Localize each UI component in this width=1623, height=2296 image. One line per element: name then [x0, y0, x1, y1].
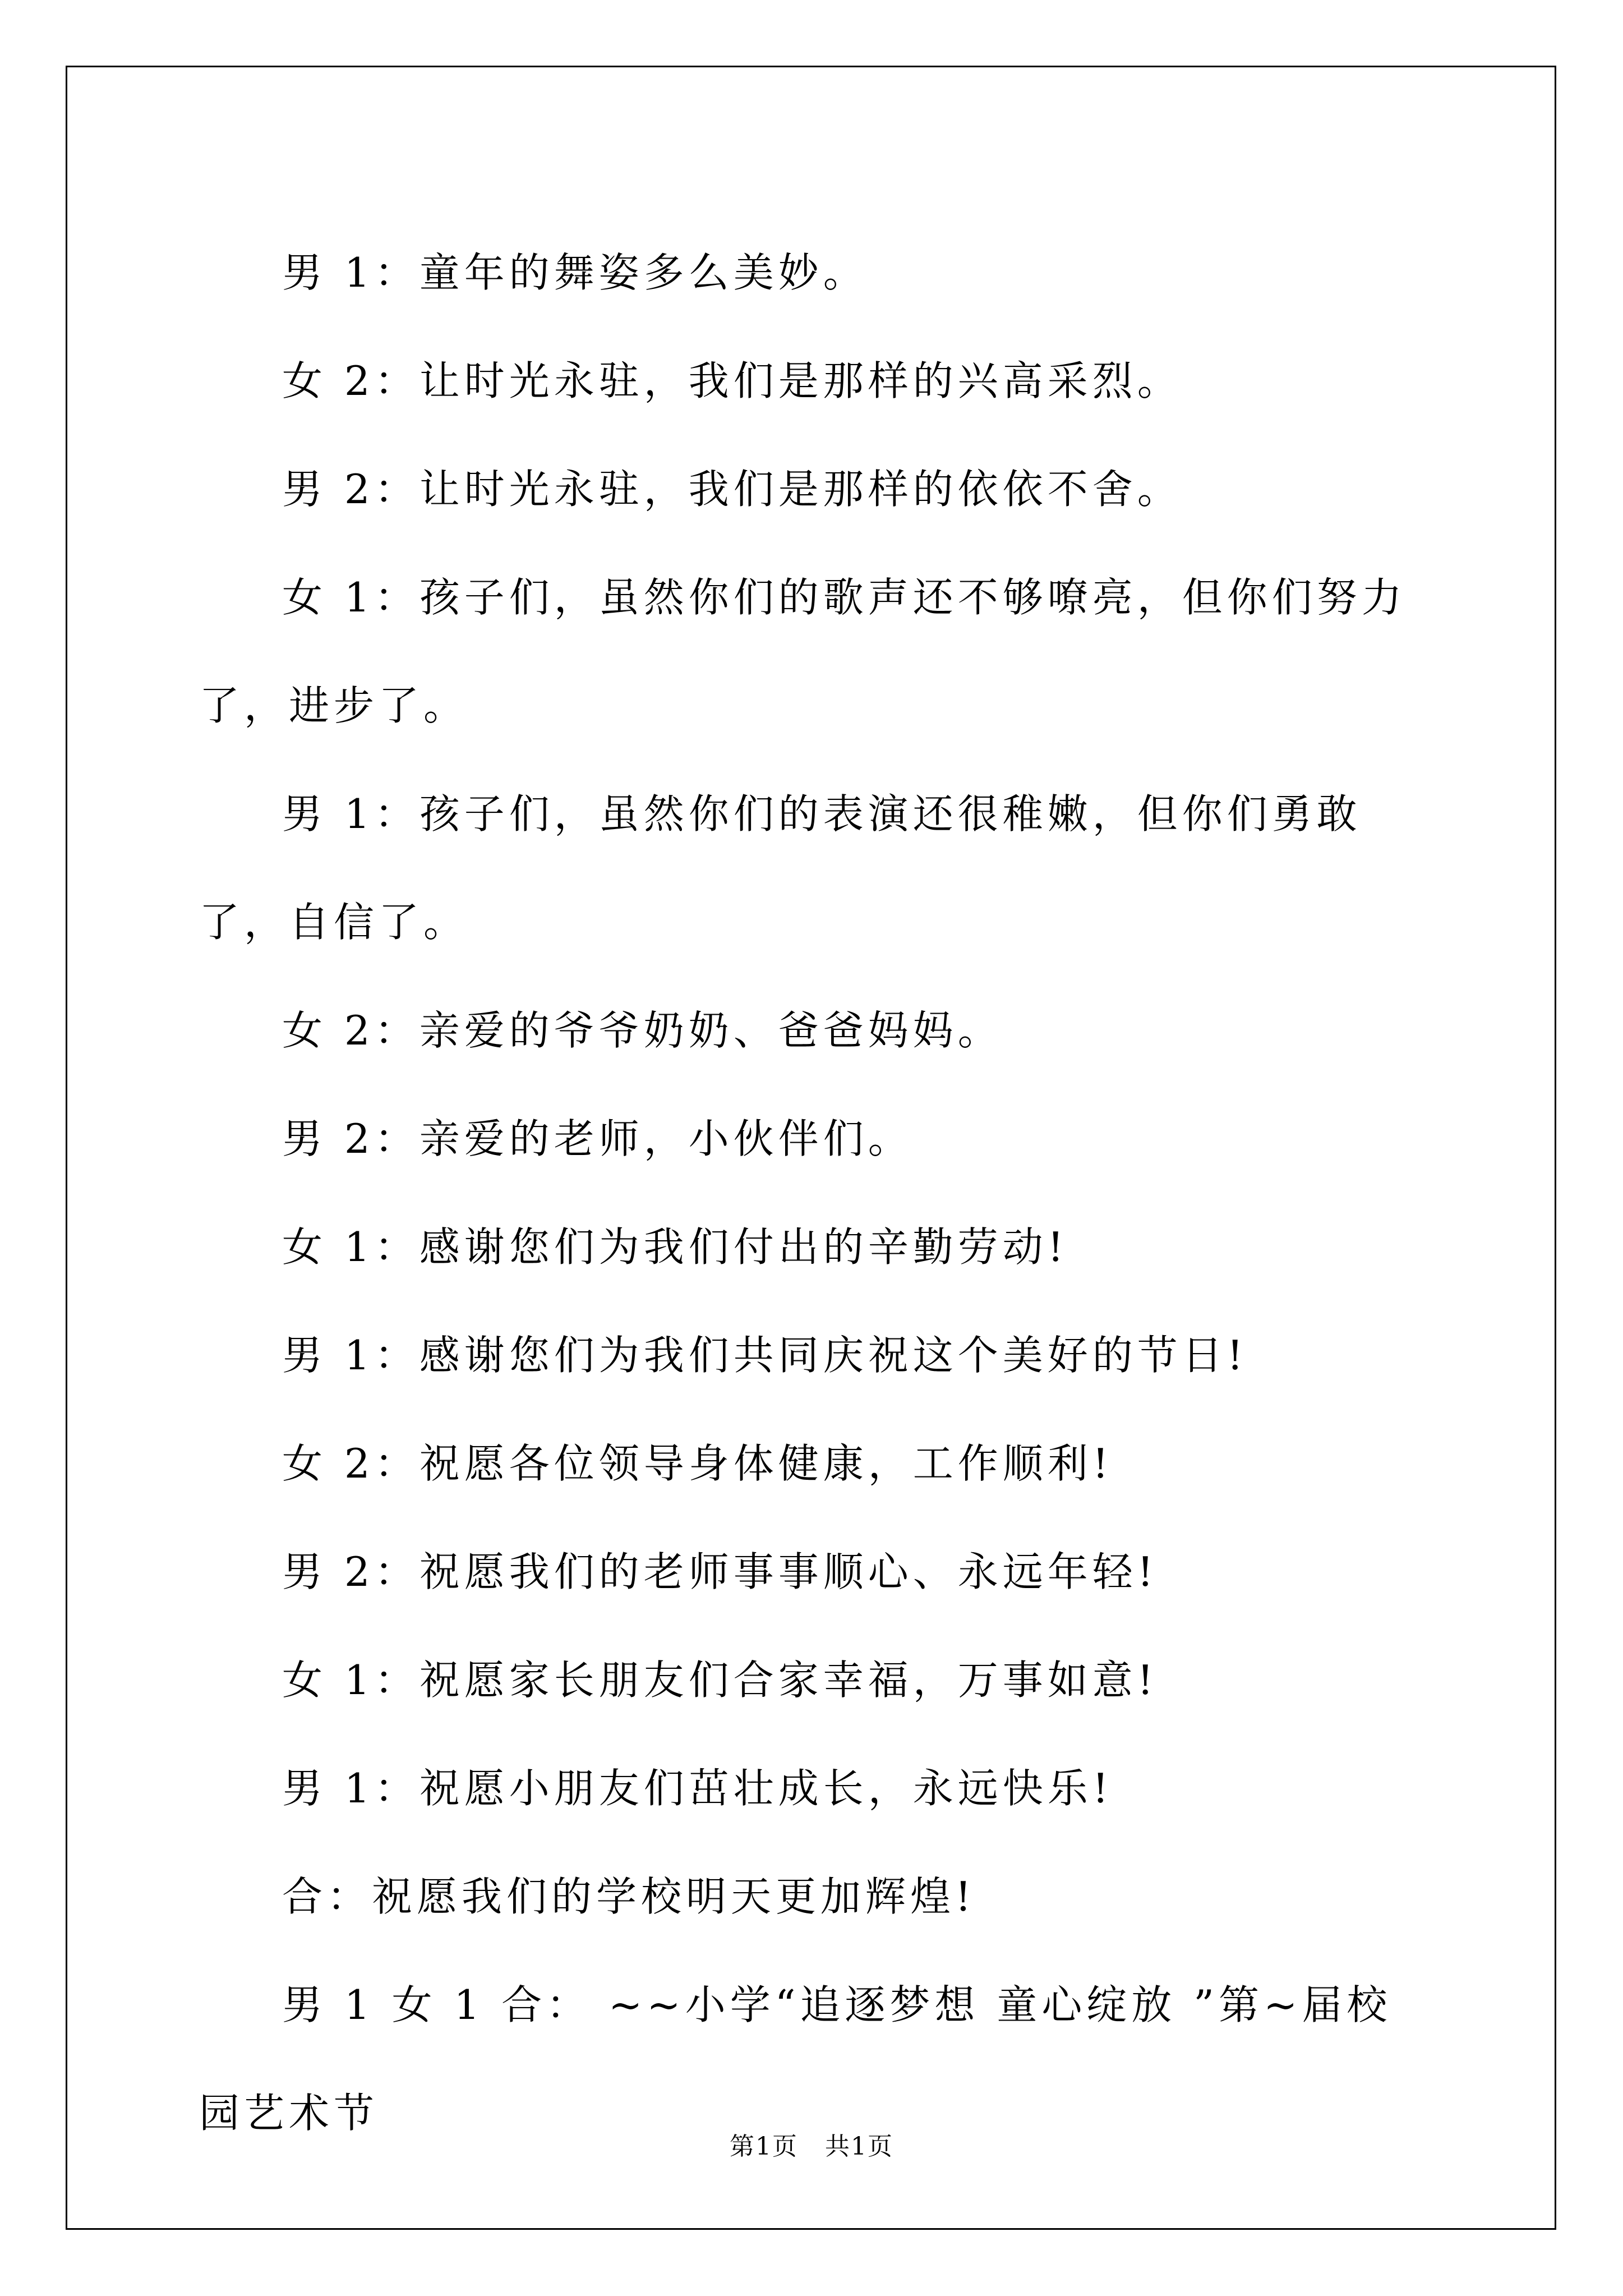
- page-footer: [0, 2126, 1623, 2162]
- paragraph: 女 2：祝愿各位领导身体健康，工作顺利!: [282, 1440, 1113, 1487]
- document-body: [199, 219, 1433, 2168]
- paragraph: 男 2：亲爱的老师，小伙伴们。: [282, 1115, 913, 1162]
- page-total: 共1页: [825, 2132, 893, 2161]
- paragraph: 男 1：祝愿小朋友们茁壮成长，永远快乐!: [282, 1765, 1113, 1812]
- paragraph: 男 2：让时光永驻，我们是那样的依依不舍。: [282, 466, 1182, 513]
- paragraph: 男 1：孩子们，虽然你们的表演还很稚嫩，但你们勇敢了，自信了。: [199, 790, 1362, 946]
- paragraph: 男 1 女 1 合： ~~小学“追逐梦想 童心绽放 ”第~届校园艺术节: [199, 1981, 1392, 2137]
- paragraph: 男 1：感谢您们为我们共同庆祝这个美好的节日!: [282, 1332, 1248, 1379]
- page-number: 第1页: [730, 2132, 798, 2161]
- paragraph: 女 1：孩子们，虽然你们的歌声还不够嘹亮，但你们努力了，进步了。: [199, 574, 1407, 729]
- paragraph: 女 1：祝愿家长朋友们合家幸福，万事如意!: [282, 1657, 1158, 1704]
- paragraph: 合：祝愿我们的学校明天更加辉煌!: [282, 1873, 976, 1920]
- paragraph: 女 2：让时光永驻，我们是那样的兴高采烈。: [282, 357, 1182, 404]
- paragraph: 男 1：童年的舞姿多么美妙。: [282, 249, 868, 296]
- paragraph: 女 1：感谢您们为我们付出的辛勤劳动!: [282, 1223, 1068, 1271]
- paragraph: 女 2：亲爱的爷爷奶奶、爸爸妈妈。: [282, 1007, 1003, 1054]
- paragraph: 男 2：祝愿我们的老师事事顺心、永远年轻!: [282, 1548, 1158, 1595]
